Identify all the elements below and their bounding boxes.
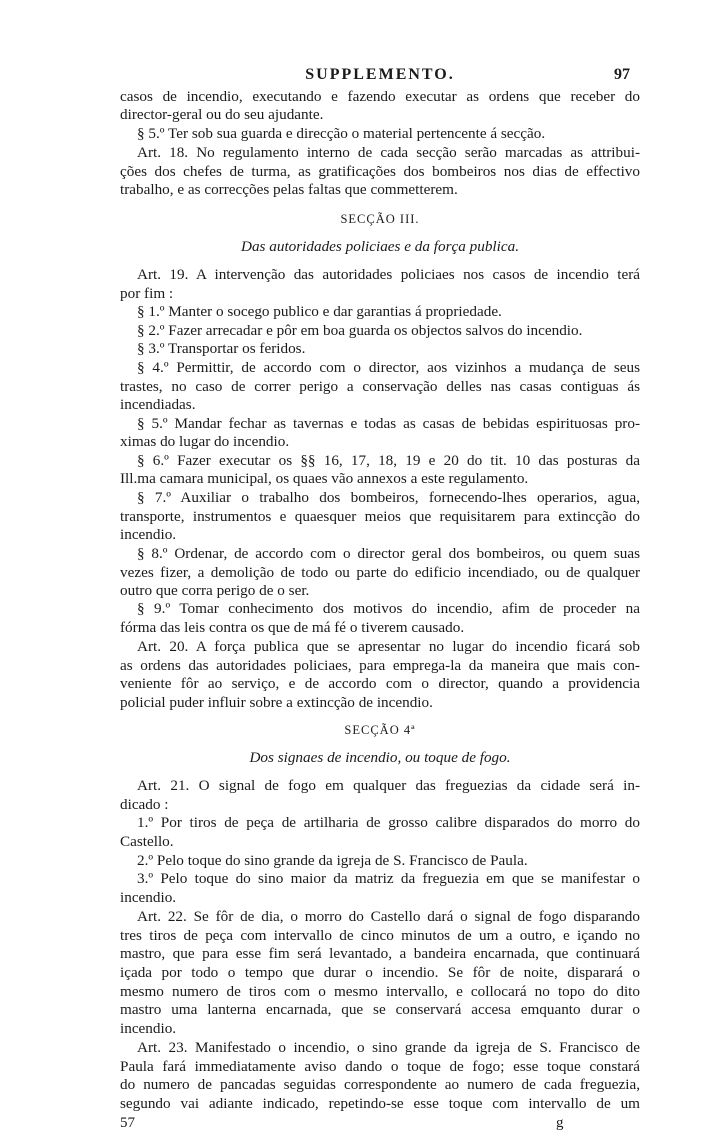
text-line: trastes, no caso de correr perigo a conservação delles nas casas contiguas ás — [120, 378, 640, 395]
text-line: director-geral ou do seu ajudante. — [120, 106, 324, 123]
text-line: por fim : — [120, 285, 174, 302]
text-line: transporte, instrumentos e quaesquer meios que requisitarem para extincção do — [120, 508, 640, 525]
section-heading: SECÇÃO 4ª — [344, 723, 416, 737]
text-line: Paula fará immediatamente aviso dando o toque de fogo; esse toque constará — [120, 1058, 640, 1075]
text-line: § 4.º Permittir, de accordo com o director, aos vizinhos a mudança de seus — [137, 359, 640, 376]
text-line: 1.º Por tiros de peça de artilharia de grosso calibre disparados do morro do — [137, 814, 640, 831]
section-subtitle: Dos signaes de incendio, ou toque de fogo. — [249, 749, 511, 766]
text-line: Ill.ma camara municipal, os quaes vão annexos a este regulamento. — [120, 470, 529, 487]
text-line: casos de incendio, executando e fazendo executar as ordens que receber do — [120, 88, 640, 105]
text-line: ções dos chefes de turma, as gratificações dos bombeiros nos dias de effectivo — [120, 163, 640, 180]
text-line: § 1.º Manter o socego publico e dar garantias á propriedade. — [137, 303, 502, 320]
text-line: mesmo numero de tiros com o mesmo intervallo, e collocará no topo do dito — [120, 983, 640, 1000]
text-line: 2.º Pelo toque do sino grande da igreja de S. Francisco de Paula. — [137, 852, 528, 869]
text-line: veniente fôr ao serviço, e de accordo com o director, quando a providencia — [120, 675, 640, 692]
text-line: mastro, que para esse fim será levantado, a bandeira encarnada, que continuará — [120, 945, 640, 962]
text-line: incendio. — [120, 889, 177, 906]
text-line: fórma das leis contra os que de má fé o tiverem causado. — [120, 619, 465, 636]
text-line: ximas do lugar do incendio. — [120, 433, 290, 450]
text-line: incendiadas. — [120, 396, 196, 413]
text-line: § 6.º Fazer executar os §§ 16, 17, 18, 19 e 20 do tit. 10 das posturas da — [137, 452, 640, 469]
text-line: Art. 19. A intervenção das autoridades policiaes nos casos de incendio terá — [137, 266, 640, 283]
text-line: 3.º Pelo toque do sino maior da matriz da freguezia em que se manifestar o — [137, 870, 640, 887]
text-line: Art. 18. No regulamento interno de cada secção serão marcadas as attribui- — [137, 144, 640, 161]
section-heading: SECÇÃO III. — [340, 212, 420, 226]
text-line: tres tiros de peça com intervallo de cinco minutos de um a outro, e içando no — [120, 927, 640, 944]
text-line: incendio. — [120, 1020, 177, 1037]
text-line: segundo vai adiante indicado, repetindo-se esse toque com intervallo de um — [120, 1095, 640, 1112]
text-line: do numero de pancadas seguidas correspondente ao numero de cada freguezia, — [120, 1076, 640, 1093]
text-line: outro que corra perigo de o ser. — [120, 582, 310, 599]
text-line: § 8.º Ordenar, de accordo com o director geral dos bombeiros, ou quem suas — [137, 545, 640, 562]
text-line: vezes fizer, a demolição de todo ou parte do edificio incendiado, ou de qualquer — [120, 564, 640, 581]
text-line: mastro uma lanterna encarnada, que se conservará accesa emquanto durar o — [120, 1001, 640, 1018]
text-line: policial puder influir sobre a extincção de incendio. — [120, 694, 433, 711]
text-line: § 3.º Transportar os feridos. — [137, 340, 306, 357]
text-line: incendio. — [120, 526, 177, 543]
text-line: as ordens das autoridades policiaes, para emprega-la da maneira que mais con- — [120, 657, 640, 674]
signature-letter: g — [556, 1115, 564, 1131]
text-line: Castello. — [120, 833, 174, 850]
text-line: dicado : — [120, 796, 169, 813]
text-line: § 5.º Mandar fechar as tavernas e todas as casas de bebidas espirituosas pro- — [137, 415, 640, 432]
text-line: Art. 22. Se fôr de dia, o morro do Castello dará o signal de fogo disparando — [137, 908, 640, 925]
text-line: § 5.º Ter sob sua guarda e direcção o material pertencente á secção. — [137, 125, 546, 142]
text-line: § 9.º Tomar conhecimento dos motivos do incendio, afim de proceder na — [137, 600, 640, 617]
text-line: § 2.º Fazer arrecadar e pôr em boa guarda os objectos salvos do incendio. — [137, 322, 583, 339]
text-line: § 7.º Auxiliar o trabalho dos bombeiros, fornecendo-lhes operarios, agua, — [137, 489, 640, 506]
text-line: Art. 21. O signal de fogo em qualquer das freguezias da cidade será in- — [137, 777, 640, 794]
text-line: Art. 20. A força publica que se apresentar no lugar do incendio ficará sob — [137, 638, 640, 655]
signature-number: 57 — [120, 1115, 135, 1131]
running-head: SUPPLEMENTO. — [305, 66, 455, 83]
page-number: 97 — [614, 66, 630, 83]
text-line: içada por todo o tempo que durar o incendio. Se fôr de noite, disparará o — [120, 964, 640, 981]
text-line: Art. 23. Manifestado o incendio, o sino grande da igreja de S. Francisco de — [137, 1039, 640, 1056]
section-subtitle: Das autoridades policiaes e da força publica. — [241, 238, 519, 255]
text-line: trabalho, e as correcções pelas faltas que commetterem. — [120, 181, 458, 198]
